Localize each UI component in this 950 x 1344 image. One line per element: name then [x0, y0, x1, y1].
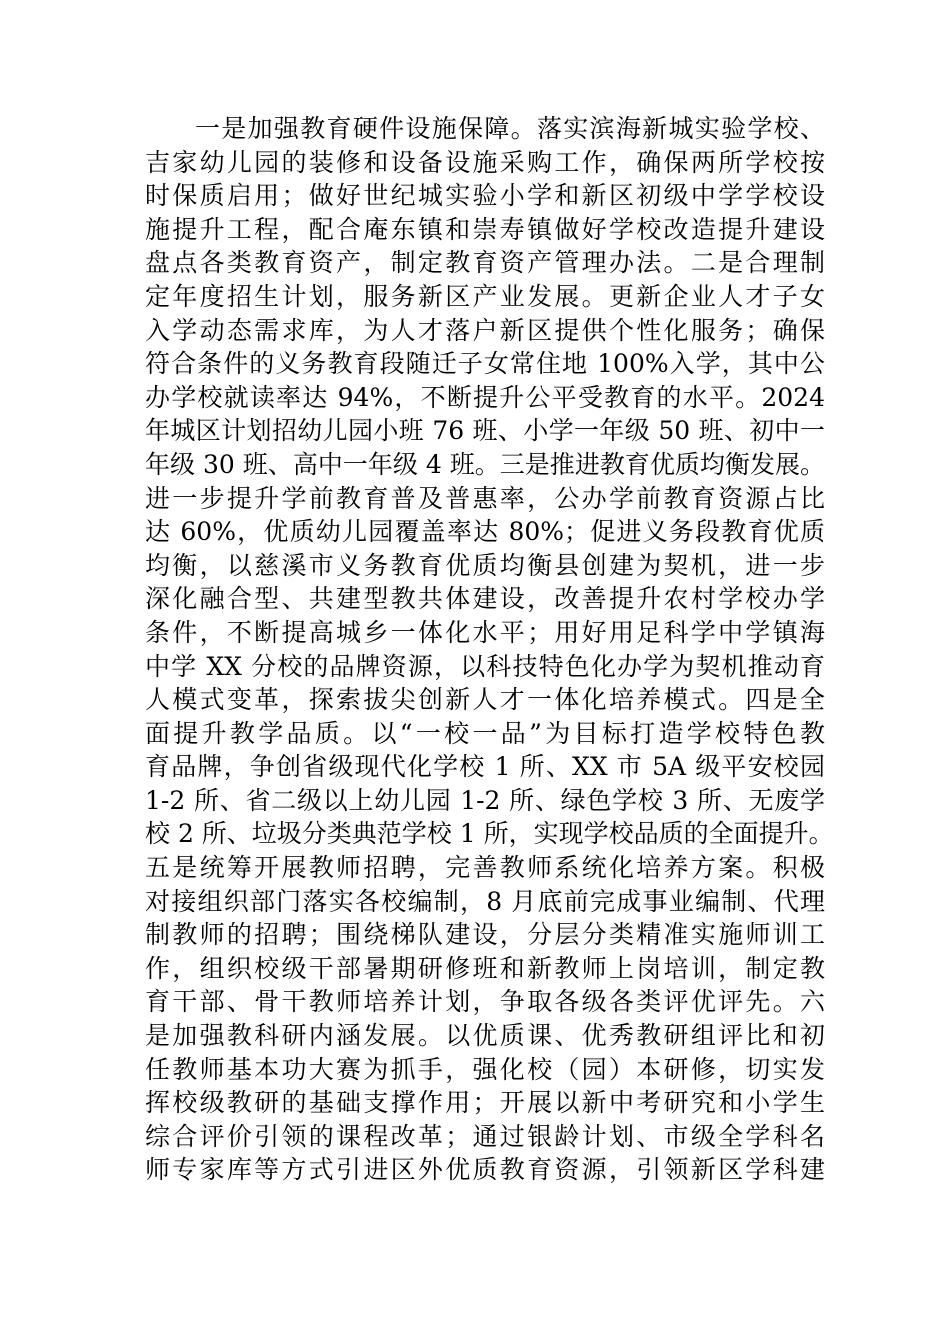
text-line: 达 60%，优质幼儿园覆盖率达 80%；促进义务段教育优质: [145, 517, 825, 547]
text-line: 对接组织部门落实各校编制，8 月底前完成事业编制、代理: [145, 886, 825, 916]
text-line: 定年度招生计划，服务新区产业发展。更新企业人才子女: [145, 281, 825, 311]
text-line: 是加强教科研内涵发展。以优质课、优秀教研组评比和初: [145, 1021, 825, 1051]
text-line: 面提升教学品质。以“一校一品”为目标打造学校特色教: [145, 718, 825, 748]
text-line: 深化融合型、共建型教共体建设，改善提升农村学校办学: [145, 584, 825, 614]
text-line: 时保质启用；做好世纪城实验小学和新区初级中学学校设: [145, 181, 825, 211]
text-line: 进一步提升学前教育普及普惠率，公办学前教育资源占比: [145, 483, 825, 513]
body-paragraph: [145, 112, 834, 1187]
text-line: 一是加强教育硬件设施保障。落实滨海新城实验学校、: [195, 114, 825, 143]
text-line: 施提升工程，配合庵东镇和崇寿镇做好学校改造提升建设: [145, 214, 825, 244]
text-line: 育干部、骨干教师培养计划，争取各级各类评优评先。六: [145, 987, 825, 1017]
text-line: 作，组织校级干部暑期研修班和新教师上岗培训，制定教: [145, 953, 825, 983]
text-line: 符合条件的义务教育段随迁子女常住地 100%入学，其中公: [145, 349, 825, 379]
text-line: 中学 XX 分校的品牌资源，以科技特色化办学为契机推动育: [145, 651, 825, 681]
text-line: 入学动态需求库，为人才落户新区提供个性化服务；确保: [145, 315, 825, 345]
text-line: 均衡，以慈溪市义务教育优质均衡县创建为契机，进一步: [145, 550, 825, 580]
text-line: 吉家幼儿园的装修和设备设施采购工作，确保两所学校按: [145, 147, 825, 177]
text-line: 育品牌，争创省级现代化学校 1 所、XX 市 5A 级平安校园: [145, 752, 825, 782]
text-line: 制教师的招聘；围绕梯队建设，分层分类精准实施师训工: [145, 920, 825, 950]
text-line: 盘点各类教育资产，制定教育资产管理办法。二是合理制: [145, 248, 825, 278]
text-line: 人模式变革，探索拔尖创新人才一体化培养模式。四是全: [145, 685, 825, 715]
text-line: 校 2 所、垃圾分类典范学校 1 所，实现学校品质的全面提升。: [145, 819, 834, 849]
text-line: 年城区计划招幼儿园小班 76 班、小学一年级 50 班、初中一: [145, 416, 825, 446]
text-line: 办学校就读率达 94%，不断提升公平受教育的水平。2024: [145, 382, 825, 412]
text-line: 任教师基本功大赛为抓手，强化校（园）本研修，切实发: [145, 1054, 825, 1084]
text-line: 年级 30 班、高中一年级 4 班。三是推进教育优质均衡发展。: [145, 449, 825, 479]
text-line: 1-2 所、省二级以上幼儿园 1-2 所、绿色学校 3 所、无废学: [145, 785, 825, 815]
text-line: 五是统筹开展教师招聘，完善教师系统化培养方案。积极: [145, 853, 825, 883]
text-line: 综合评价引领的课程改革；通过银龄计划、市级全学科名: [145, 1121, 825, 1151]
text-line: 条件，不断提高城乡一体化水平；用好用足科学中学镇海: [145, 617, 825, 647]
text-line: 挥校级教研的基础支撑作用；开展以新中考研究和小学生: [145, 1088, 825, 1118]
text-line: 师专家库等方式引进区外优质教育资源，引领新区学科建: [145, 1155, 825, 1185]
